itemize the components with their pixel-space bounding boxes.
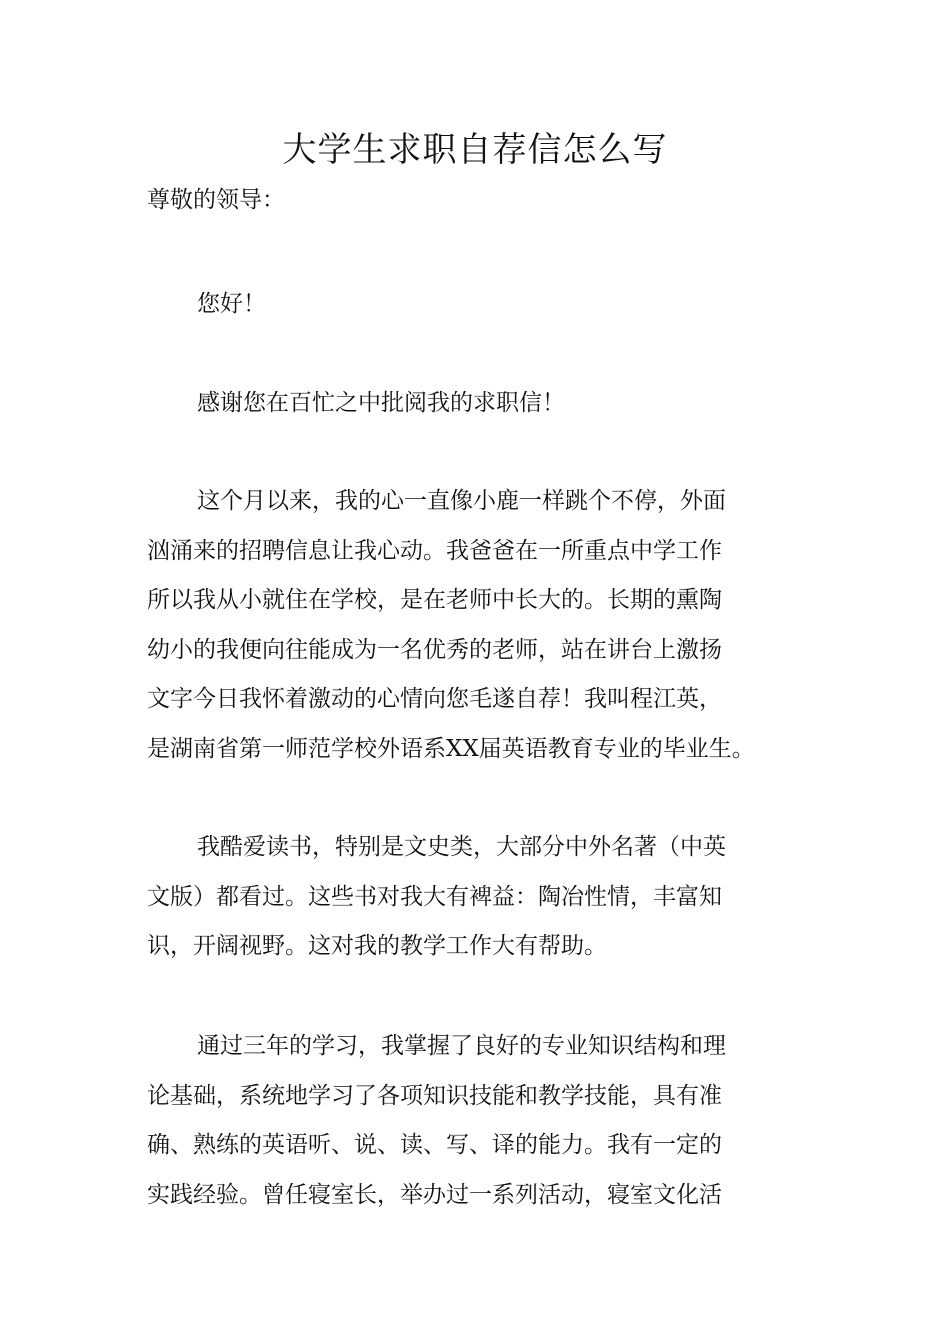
salutation: 尊敬的领导：	[147, 187, 285, 213]
paragraph-line: 识，开阔视野。这对我的教学工作大有帮助。	[147, 933, 607, 959]
paragraph-line: 汹涌来的招聘信息让我心动。我爸爸在一所重点中学工作	[147, 537, 722, 564]
paragraph-line: 您好！	[197, 291, 266, 317]
paragraph-line: 确、熟练的英语听、说、读、写、译的能力。我有一定的	[147, 1132, 722, 1158]
paragraph-greeting	[147, 280, 807, 330]
paragraph-line: 这个月以来，我的心一直像小鹿一样跳个不停，外面	[197, 488, 726, 514]
paragraph-thanks	[147, 379, 807, 429]
paragraph-reading	[147, 823, 807, 972]
paragraph-line: 所以我从小就住在学校，是在老师中长大的。长期的熏陶	[147, 587, 722, 613]
paragraph-line: 幼小的我便向往能成为一名优秀的老师，站在讲台上激扬	[147, 636, 722, 663]
paragraph-line: 实践经验。曾任寝室长，举办过一系列活动，寝室文化活	[147, 1181, 722, 1208]
paragraph-line: 通过三年的学习，我掌握了良好的专业知识结构和理	[197, 1033, 726, 1059]
paragraph-line: 感谢您在百忙之中批阅我的求职信！	[197, 390, 565, 416]
document-title: 大学生求职自荐信怎么写	[282, 130, 668, 170]
paragraph-line: 是湖南省第一师范学校外语系XX届英语教育专业的毕业生。	[147, 735, 755, 762]
paragraph-line: 我酷爱读书，特别是文史类，大部分中外名著（中英	[197, 834, 726, 860]
paragraph-line: 文版）都看过。这些书对我大有裨益：陶冶性情，丰富知	[147, 883, 722, 910]
paragraph-studies	[147, 1022, 807, 1220]
paragraph-line: 论基础，系统地学习了各项知识技能和教学技能，具有准	[147, 1082, 722, 1109]
paragraph-line: 文字今日我怀着激动的心情向您毛遂自荐！我叫程江英，	[147, 686, 722, 712]
paragraph-introduction	[147, 477, 807, 774]
